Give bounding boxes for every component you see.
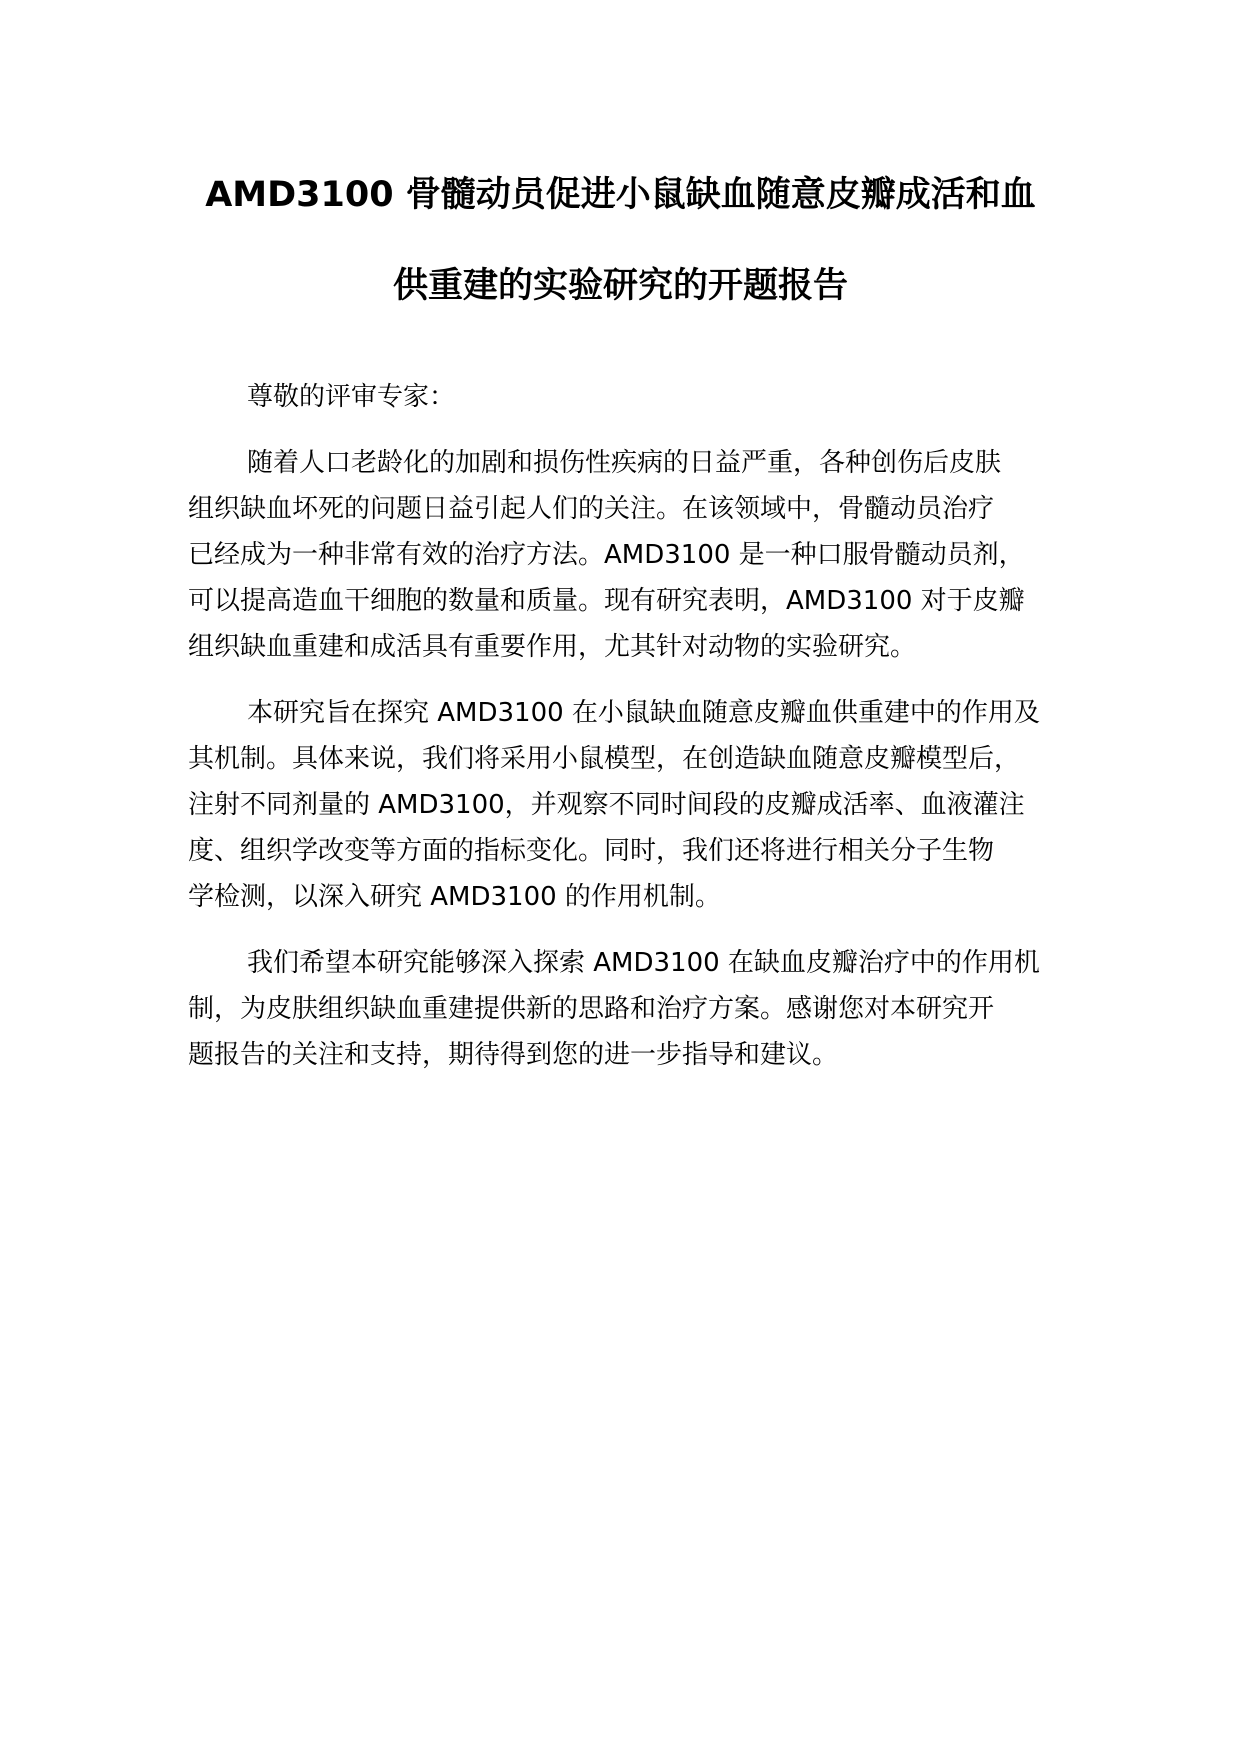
paragraph-line: 组织缺血重建和成活具有重要作用，尤其针对动物的实验研究。 bbox=[188, 632, 917, 662]
document-body bbox=[188, 374, 1088, 1098]
paragraph-line: 题报告的关注和支持，期待得到您的进一步指导和建议。 bbox=[188, 1040, 839, 1070]
salutation: 尊敬的评审专家： bbox=[247, 382, 456, 412]
paragraph-line: 制，为皮肤组织缺血重建提供新的思路和治疗方案。感谢您对本研究开 bbox=[188, 994, 995, 1024]
title-line-2: 供重建的实验研究的开题报告 bbox=[392, 266, 848, 306]
paragraph-line: 组织缺血坏死的问题日益引起人们的关注。在该领域中，骨髓动员治疗 bbox=[188, 494, 995, 524]
title-line-1: AMD3100 骨髓动员促进小鼠缺血随意皮瓣成活和血 bbox=[205, 175, 1036, 215]
paragraph-line: 已经成为一种非常有效的治疗方法。AMD3100 是一种口服骨髓动员剂， bbox=[188, 540, 1025, 570]
paragraph-line: 度、组织学改变等方面的指标变化。同时，我们还将进行相关分子生物 bbox=[188, 836, 995, 866]
paragraph-line: 学检测，以深入研究 AMD3100 的作用机制。 bbox=[188, 882, 721, 912]
paragraph-line: 其机制。具体来说，我们将采用小鼠模型，在创造缺血随意皮瓣模型后， bbox=[188, 744, 1021, 774]
paragraph-3 bbox=[188, 940, 1088, 1078]
paragraph-line: 注射不同剂量的 AMD3100，并观察不同时间段的皮瓣成活率、血液灌注 bbox=[188, 790, 1025, 820]
paragraph-line: 随着人口老龄化的加剧和损伤性疾病的日益严重，各种创伤后皮肤 bbox=[247, 448, 1002, 478]
paragraph-line: 我们希望本研究能够深入探索 AMD3100 在缺血皮瓣治疗中的作用机 bbox=[247, 948, 1040, 978]
paragraph-1 bbox=[188, 440, 1088, 670]
paragraph-line: 本研究旨在探究 AMD3100 在小鼠缺血随意皮瓣血供重建中的作用及 bbox=[247, 698, 1040, 728]
document-title bbox=[150, 150, 1091, 332]
paragraph-line: 可以提高造血干细胞的数量和质量。现有研究表明，AMD3100 对于皮瓣 bbox=[188, 586, 1025, 616]
paragraph-2 bbox=[188, 690, 1088, 920]
